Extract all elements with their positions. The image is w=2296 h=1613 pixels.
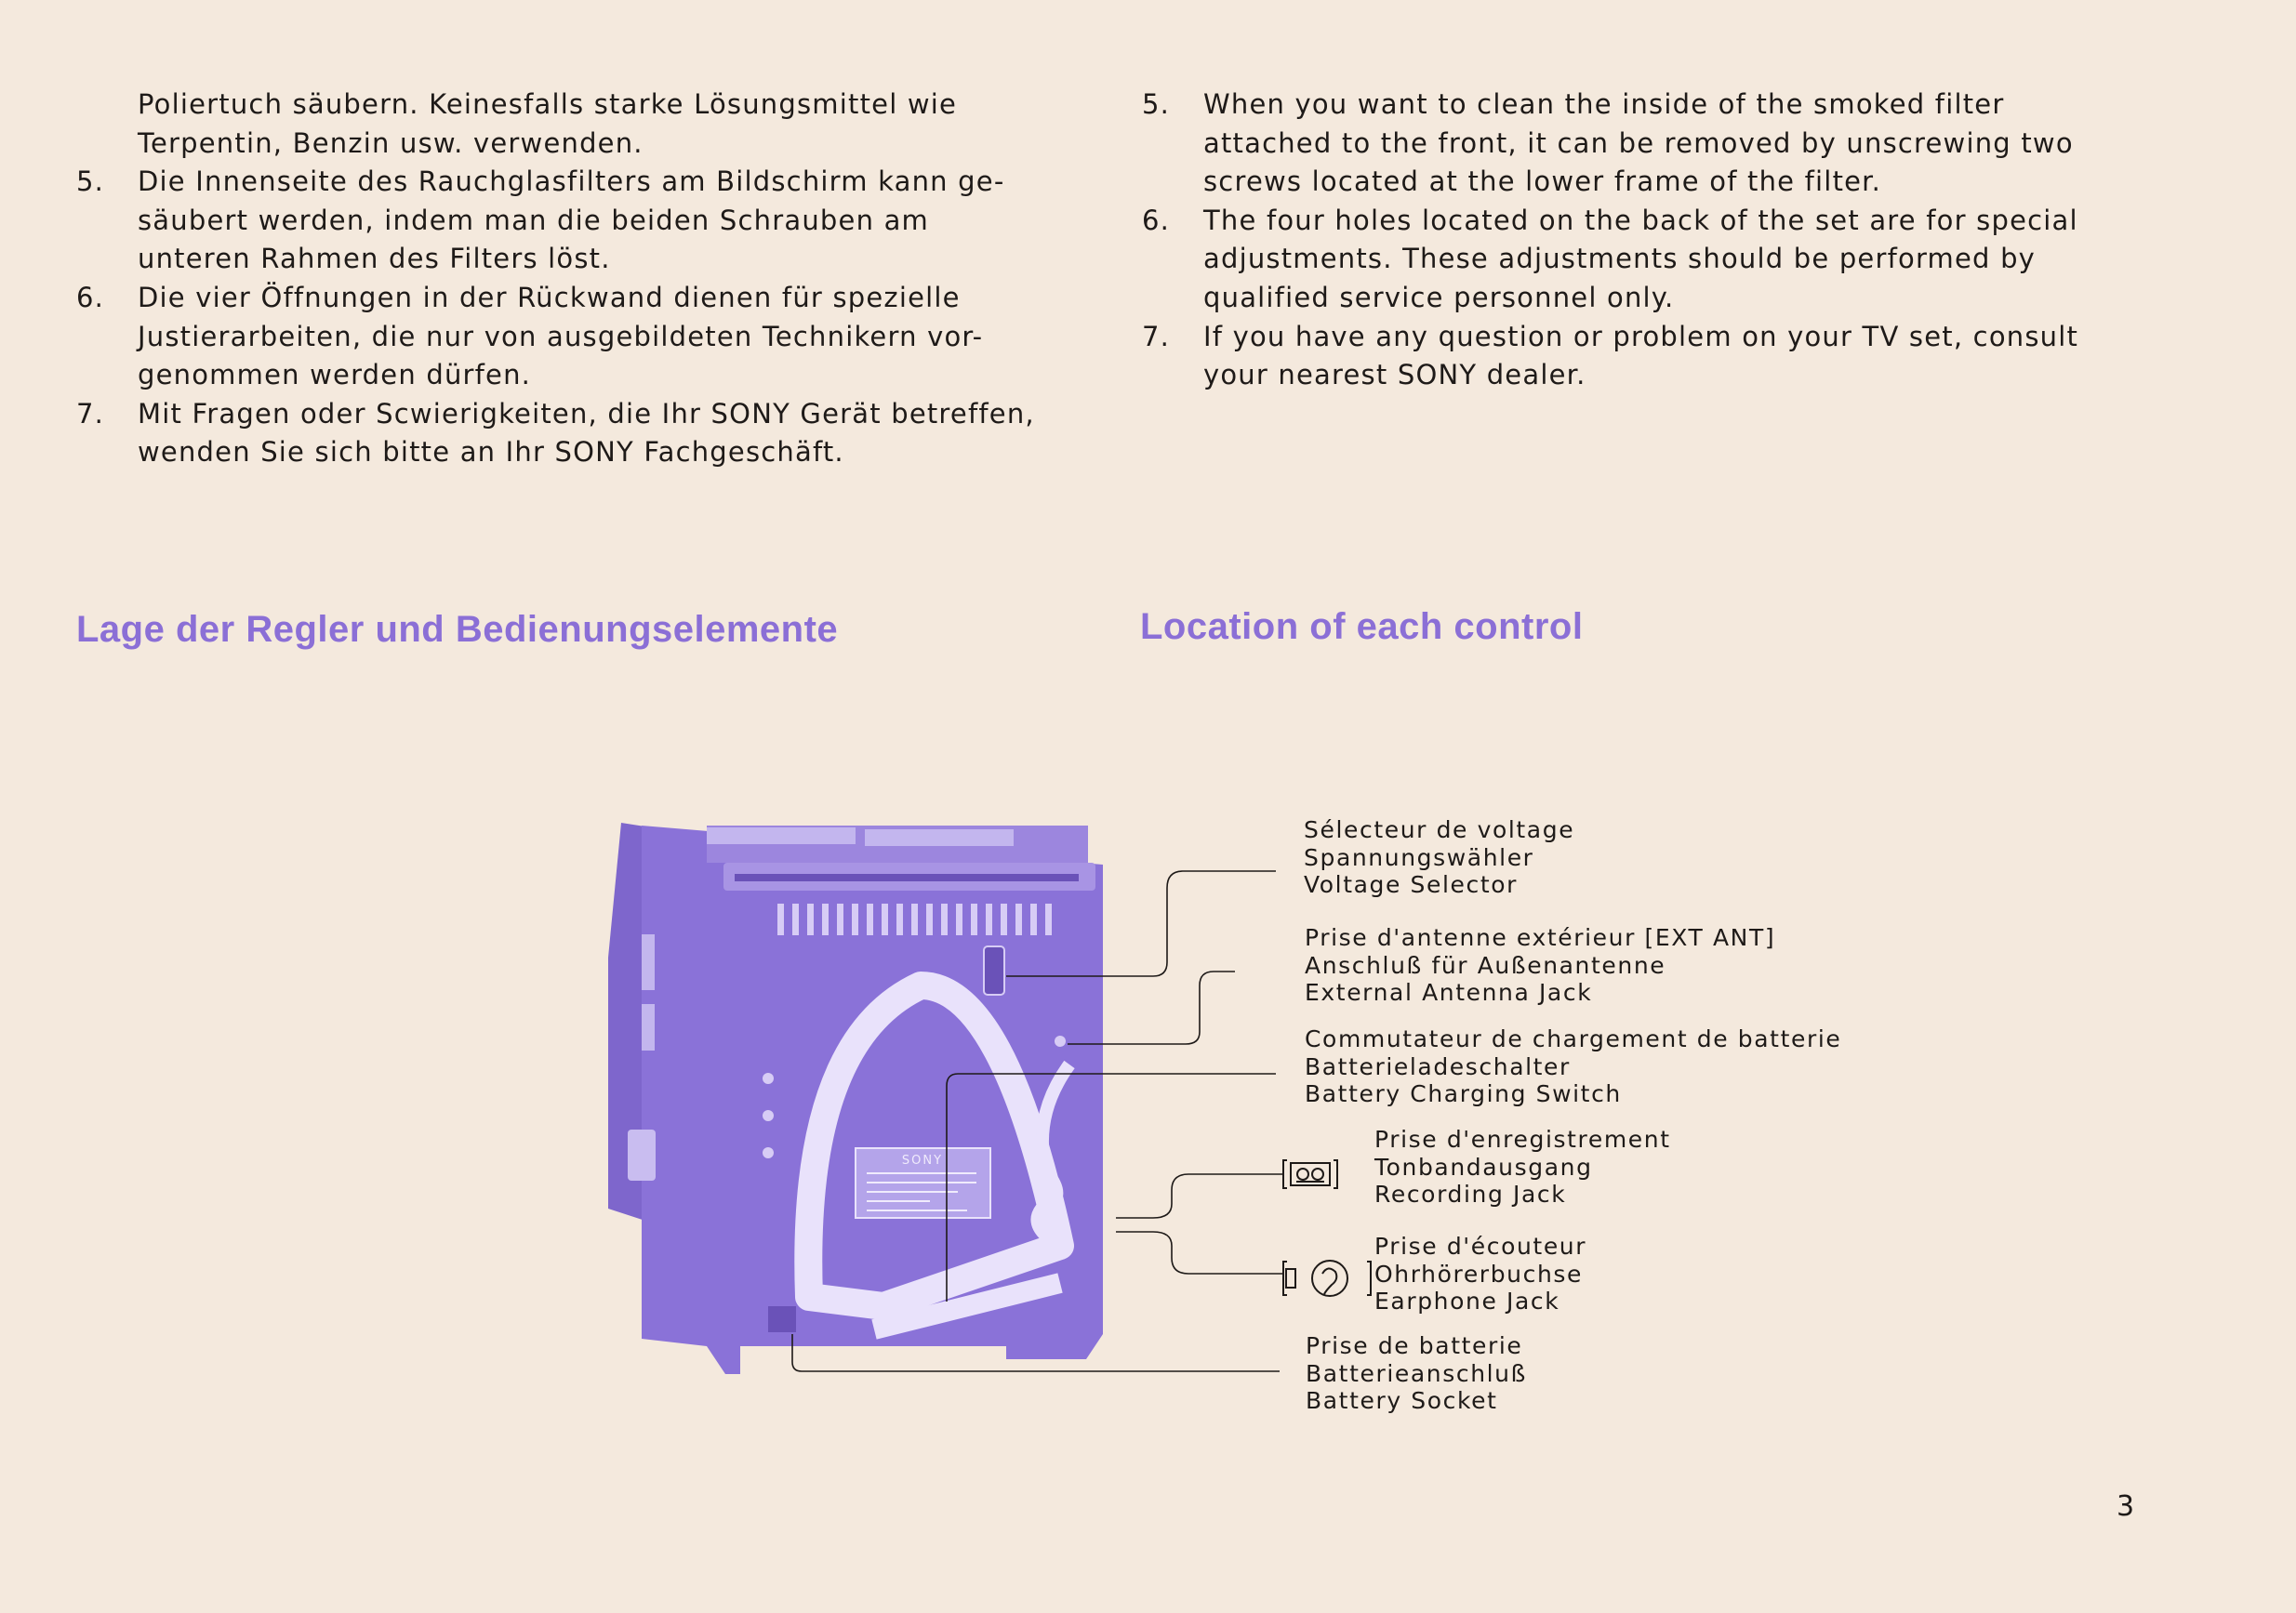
text-line: If you have any question or problem on your TV set, consult (1203, 320, 2079, 352)
text-line: unteren Rahmen des Filters löst. (138, 243, 611, 275)
text-line: adjustments. These adjustments should be performed by (1203, 243, 2037, 275)
text-line: When you want to clean the inside of the smoked filter (1203, 88, 2005, 120)
text-line: attached to the front, it can be removed by unscrewing two (1203, 126, 2074, 159)
label-ext-ant-jack (1305, 924, 1775, 1007)
label-battery-socket (1306, 1332, 1527, 1415)
side-dial (628, 1130, 656, 1181)
english-heading: Location of each control (1140, 606, 1584, 647)
label-line-de: Batterieanschluß (1306, 1359, 1527, 1387)
text-line: Justierarbeiten, die nur von ausgebildeten Technikern vor- (138, 320, 984, 352)
text-line: screws located at the lower frame of the filter. (1203, 165, 1882, 198)
label-line-en: Earphone Jack (1374, 1288, 1560, 1315)
page-number: 3 (2117, 1490, 2135, 1523)
label-line-de: Anschluß für Außenantenne (1305, 951, 1666, 979)
top-vent (707, 827, 856, 844)
text-line: wenden Sie sich bitte an Ihr SONY Fachgeschäft. (138, 436, 844, 469)
leader-recording-jack (1116, 1174, 1283, 1218)
voltage-selector (984, 946, 1004, 995)
label-voltage-selector (1304, 816, 1574, 899)
label-battery-charging-switch (1305, 1025, 1841, 1108)
item-number: 6. (76, 281, 105, 313)
text-line: Mit Fragen oder Scwierigkeiten, die Ihr SONY Gerät betreffen, (138, 397, 1035, 430)
battery-socket (768, 1306, 796, 1332)
handle-grip (735, 874, 1079, 881)
adjustment-hole (763, 1073, 774, 1084)
item-number: 5. (76, 165, 105, 198)
label-line-de: Spannungswähler (1304, 843, 1534, 871)
text-line: Die Innenseite des Rauchglasfilters am Bildschirm kann ge- (138, 165, 1005, 198)
leader-earphone-jack (1116, 1232, 1283, 1274)
text-line: genommen werden dürfen. (138, 359, 532, 391)
text-line: Poliertuch säubern. Keinesfalls starke Lösungsmittel wie (138, 88, 958, 120)
tv-brand-label: SONY (901, 1154, 944, 1168)
top-vent (865, 829, 1014, 846)
label-line-de: Tonbandausgang (1374, 1153, 1593, 1181)
label-earphone-jack (1374, 1233, 1586, 1316)
label-line-en: External Antenna Jack (1305, 979, 1593, 1006)
text-line: Terpentin, Benzin usw. verwenden. (138, 126, 644, 159)
text-line: your nearest SONY dealer. (1203, 359, 1586, 391)
label-line-fr: Sélecteur de voltage (1304, 816, 1575, 843)
label-line-de: Batterieladeschalter (1305, 1052, 1571, 1080)
label-line-en: Recording Jack (1374, 1181, 1567, 1208)
item-number: 7. (76, 397, 105, 430)
label-line-fr: Prise d'antenne extérieur [EXT ANT] (1305, 924, 1776, 951)
adjustment-hole (763, 1147, 774, 1158)
label-line-en: Voltage Selector (1304, 871, 1519, 898)
item-number: 7. (1142, 320, 1171, 352)
tv-set-back-view (608, 823, 1103, 1374)
text-line: Die vier Öffnungen in der Rückwand dienen für spezielle (138, 281, 961, 313)
label-line-fr: Prise d'enregistrement (1374, 1126, 1671, 1153)
label-line-en: Battery Socket (1306, 1387, 1498, 1414)
label-recording-jack (1374, 1126, 1671, 1209)
label-line-fr: Prise de batterie (1306, 1332, 1523, 1359)
label-line-de: Ohrhörerbuchse (1374, 1260, 1583, 1288)
tape-cassette-icon (1283, 1160, 1337, 1188)
german-heading: Lage der Regler und Bedienungselemente (76, 609, 839, 650)
side-knob (642, 934, 655, 990)
earphone-icon (1283, 1261, 1371, 1296)
text-line: The four holes located on the back of the set are for special (1203, 204, 2078, 236)
adjustment-hole (763, 1110, 774, 1121)
item-number: 5. (1142, 88, 1171, 120)
ext-ant-jack (1055, 1036, 1066, 1047)
text-line: säubert werden, indem man die beiden Schrauben am (138, 204, 929, 236)
label-line-fr: Prise d'écouteur (1374, 1233, 1587, 1260)
label-line-en: Battery Charging Switch (1305, 1080, 1622, 1107)
side-knob (642, 1004, 655, 1051)
text-line: qualified service personnel only. (1203, 281, 1675, 313)
label-line-fr: Commutateur de chargement de batterie (1305, 1025, 1842, 1052)
item-number: 6. (1142, 204, 1171, 236)
